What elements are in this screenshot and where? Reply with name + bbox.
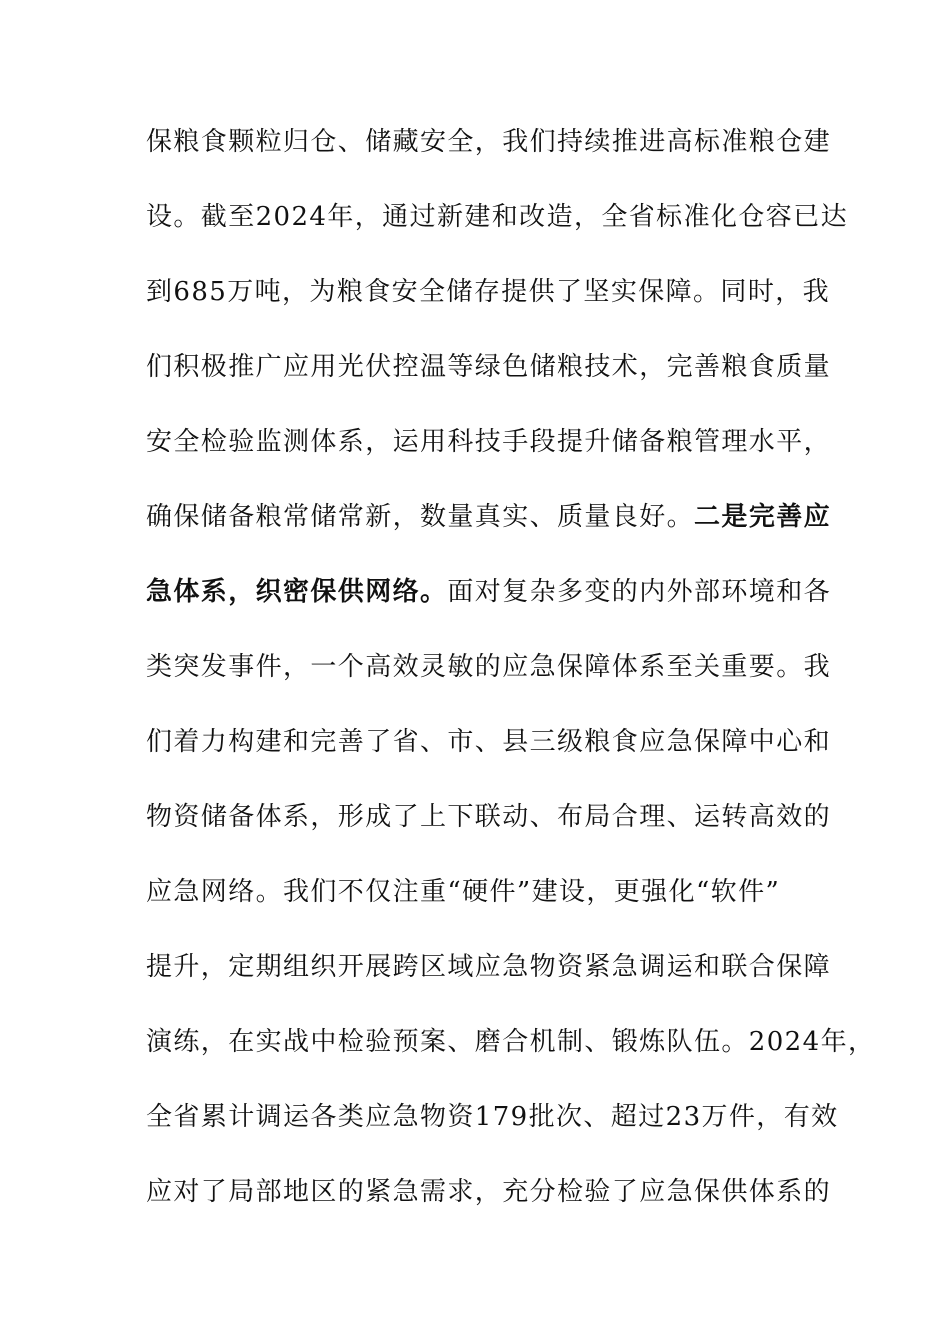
text-line [146, 493, 832, 568]
text-line [146, 643, 832, 718]
text-line [146, 268, 831, 343]
line-text: 应急网络。我们不仅注重“硬件”建设，更强化“软件” [146, 877, 781, 907]
text-line [146, 868, 816, 943]
text-line [146, 718, 832, 793]
line-text: 安全检验监测体系，运用科技手段提升储备粮管理水平， [146, 427, 832, 457]
text-line [146, 1018, 876, 1093]
line-text: 提升，定期组织开展跨区域应急物资紧急调运和联合保障 [146, 952, 832, 982]
line-text: 应对了局部地区的紧急需求，充分检验了应急保供体系的 [146, 1177, 832, 1207]
text-line [146, 193, 848, 268]
line-text: 类突发事件，一个高效灵敏的应急保障体系至关重要。我 [146, 652, 832, 682]
line-text: 设。截至2024年，通过新建和改造，全省标准化仓容已达 [146, 202, 848, 232]
line-text: 演练，在实战中检验预案、磨合机制、锻炼队伍。2024年， [146, 1027, 876, 1057]
line-text: 保粮食颗粒归仓、储藏安全，我们持续推进高标准粮仓建 [146, 127, 832, 157]
line-text: 们积极推广应用光伏控温等绿色储粮技术，完善粮食质量 [146, 352, 832, 382]
line-text: 们着力构建和完善了省、市、县三级粮食应急保障中心和 [146, 727, 832, 757]
text-line [146, 1168, 832, 1243]
line-text: 到685万吨，为粮食安全储存提供了坚实保障。同时，我 [146, 277, 831, 307]
text-line [146, 118, 832, 193]
line-text: 确保储备粮常储常新，数量真实、质量良好。 [146, 502, 695, 532]
text-line [146, 418, 832, 493]
bold-heading-text: 急体系，织密保供网络。 [146, 577, 448, 607]
text-line [146, 568, 832, 643]
text-line [146, 793, 832, 868]
text-line [146, 1093, 839, 1168]
text-line [146, 943, 832, 1018]
line-text: 面对复杂多变的内外部环境和各 [447, 577, 832, 607]
line-text: 全省累计调运各类应急物资179批次、超过23万件，有效 [146, 1102, 839, 1132]
text-line [146, 343, 832, 418]
line-text: 物资储备体系，形成了上下联动、布局合理、运转高效的 [146, 802, 832, 832]
body-text [146, 118, 876, 1243]
bold-heading-text: 二是完善应 [694, 502, 832, 532]
